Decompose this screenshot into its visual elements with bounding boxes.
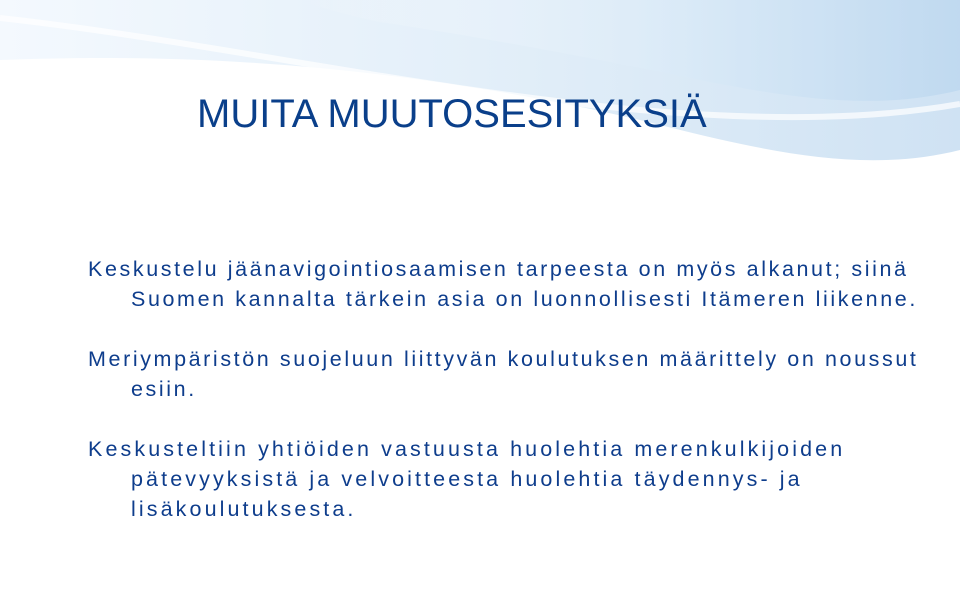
paragraph-ice-navigation: Keskustelu jäänavigointiosaamisen tarpeesta on myös alkanut; siinä Suomen kannalta tärkein asia on luonnollisesti Itämeren liikenne. bbox=[88, 257, 918, 311]
slide-title: MUITA MUUTOSESITYKSIÄ bbox=[197, 92, 707, 136]
slide-body bbox=[88, 254, 948, 524]
paragraph-company-responsibility: Keskusteltiin yhtiöiden vastuusta huolehtia merenkulkijoiden pätevyyksistä ja velvoitteesta huolehtia täydennys- ja lisäkoulutuksesta. bbox=[88, 437, 846, 521]
paragraph-marine-environment: Meriympäristön suojeluun liittyvän koulutuksen määrittely on noussut esiin. bbox=[88, 347, 919, 401]
